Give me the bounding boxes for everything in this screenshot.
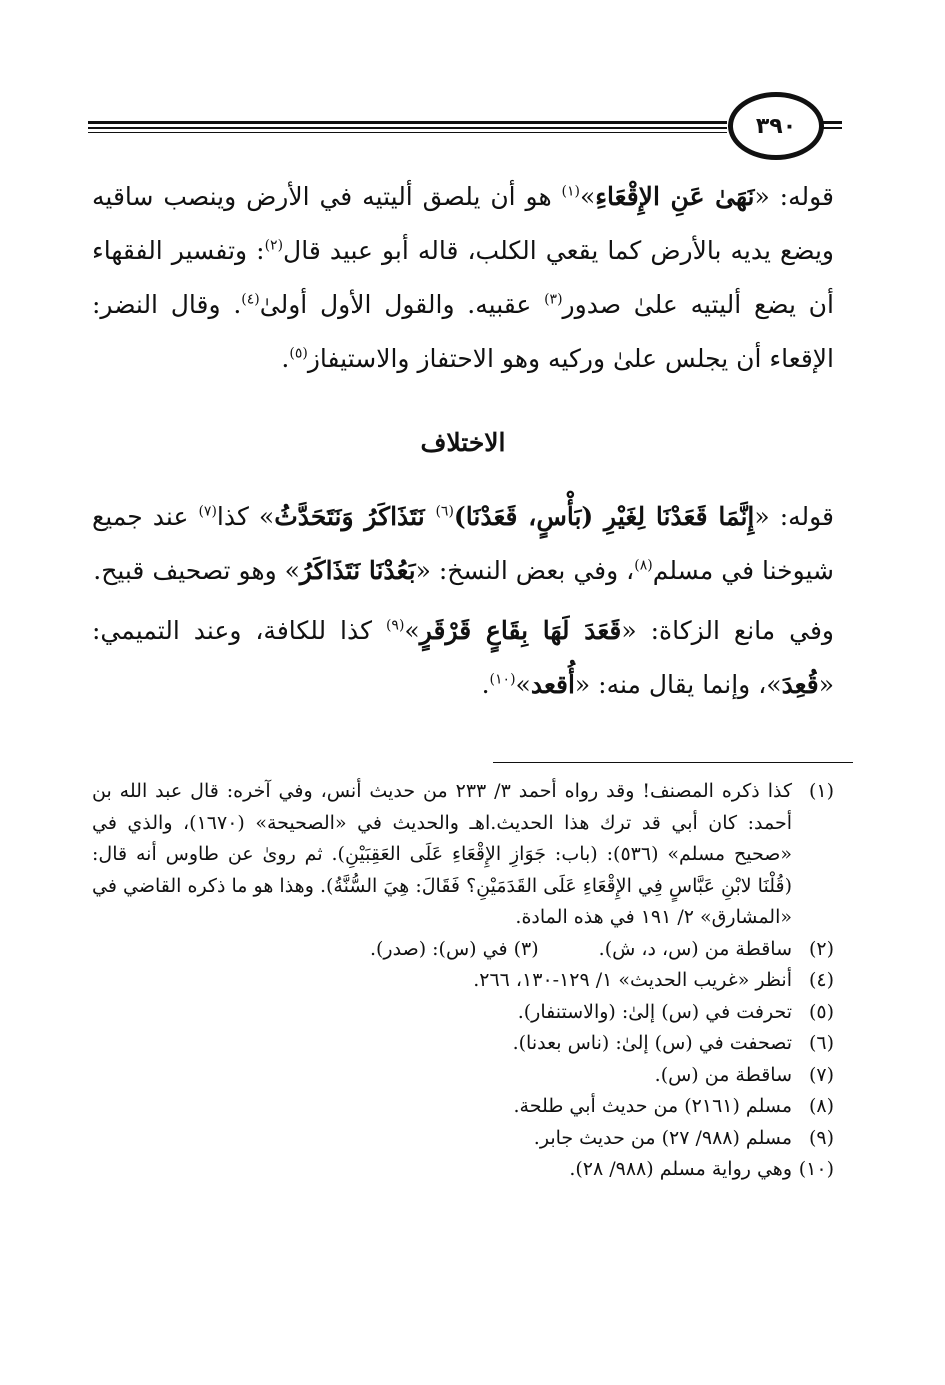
text: قوله: « [754,502,835,531]
footnote-number: (٨) [808,1095,834,1117]
footnote-ref[interactable]: (٨) [634,557,653,574]
hadith-quote: إِنَّمَا قَعَدْنَا لِغَيْرِ (بَأْسٍ، قَعَدْنَا) [453,502,755,531]
page-number: ٣٩٠ [755,113,797,139]
paragraph-iqaa [92,170,834,386]
text: : وتفسير الفقهاء أن يضع أليتيه علىٰ صدور [92,236,834,319]
text: . [281,344,290,373]
hadith-quote: نَتَذَاكَرُ وَنَتَحَدَّثُ [274,502,436,531]
footnote-number: (٩) [808,1126,834,1149]
text: » كذا [216,502,275,531]
footnote-text: مسلم (٩٨٨/ ٢٧) من حديث جابر. [533,1126,792,1149]
footnote-item [92,965,834,997]
text: » [404,616,420,645]
footnote-item [92,934,834,966]
footnote-number: (١) [808,780,834,802]
footnote-text: تحرفت في (س) إلىٰ: (والاستنفار). [517,1000,792,1023]
footnote-ref[interactable]: (١) [561,183,580,200]
footnote-text: أنظر «غريب الحديث» ١/ ١٢٩-١٣٠، ٢٦٦. [473,969,792,991]
footnote-ref[interactable]: (٣) [544,291,563,308]
footnote-text: مسلم (٢١٦١) من حديث أبي طلحة. [513,1095,792,1117]
footnote-text: كذا ذكره المصنف! وقد رواه أحمد ٣/ ٢٣٣ من حديث أنس، وفي آخره: قال عبد الله بن أحمد: كان أبي قد ترك هذا الحديث.اهـ والحديث في «الصحيحة» (١٦٧٠)، والذي في «صحيح مسلم» (٥٣٦): (باب: جَوَازِ الإِقْعَاءِ عَلَى العَقِبَيْنِ). ثم روىٰ عن طاوس أنه قال: (قُلْنَا لابْنِ عَبَّاسٍ فِي الإِقْعَاءِ عَلَى القَدَمَيْنِ؟ فَقَالَ: هِيَ السُّنَّةُ). وهذا هو ما ذكره القاضي في «المشارق» ٢/ ١٩١ في هذه المادة. [92,780,792,928]
footnote-text: تصحفت في (س) إلىٰ: (ناس بعدنا). [512,1032,792,1054]
text: عقبيه. والقول الأول أولىٰ [259,290,545,319]
footnote-item [92,1123,834,1155]
footnote-number: (٧) [808,1063,834,1086]
text: » وهو تصحيف قبيح. [93,556,300,585]
footnote-ref[interactable]: (٧) [198,503,217,520]
footnote-number: (١٠) [798,1158,834,1180]
footnote-separator [493,762,853,763]
hadith-quote: قَعَدَ لَهَا بِقَاعٍ قَرْقَرٍ [419,616,622,645]
footnote-text: وهي رواية مسلم (٩٨٨/ ٢٨). [569,1158,792,1180]
footnote-item [92,1060,834,1092]
text: »، وإنما يقال منه: « [574,670,782,699]
header-rule-end [822,121,842,124]
header-rule-end [822,127,842,129]
text: هو أن يلصق أليتيه في الأرض وينصب ساقيه ويضع يديه بالأرض كما يقعي الكلب، قاله أبو عبيد قال [92,182,834,265]
section-heading: الاختلاف [420,428,506,457]
paragraph-qaadna [92,490,834,598]
header-rule [88,132,727,133]
text: وفي مانع الزكاة: « [621,616,834,645]
footnotes [92,776,834,1186]
footnote-text-part: في (س): (صدر). [369,937,508,960]
page-header [88,92,842,172]
hadith-quote: قُعِدَ [781,670,819,699]
footnote-text [370,934,792,966]
footnote-ref[interactable]: (٦) [435,503,454,520]
text: قوله: « [754,182,834,211]
page-number-oval [728,92,824,160]
footnote-ref[interactable]: (٢) [264,237,284,254]
footnote-item [92,997,834,1029]
text: . وقال النضر: الإقعاء أن يجلس علىٰ وركيه وهو الاحتفاز والاستيفاز [92,290,834,373]
footnote-text-part: ساقطة من (س، د، ش). [598,937,792,960]
footnote-item [92,776,834,934]
footnote-number: (٢) [808,937,834,960]
text: » [580,182,596,211]
paragraph-zakat [92,604,834,712]
footnote-item [92,1154,834,1186]
footnote-text: ساقطة من (س). [654,1063,792,1086]
header-rule [88,121,727,124]
footnote-ref[interactable]: (١٠) [489,671,516,688]
footnote-ref[interactable]: (٥) [289,345,308,362]
main-text [92,170,834,712]
text: عند جميع شيوخنا في مسلم [92,502,834,585]
footnote-ref[interactable]: (٤) [241,291,260,308]
hadith-quote: أُقعد [530,670,575,699]
hadith-quote: بَعُدْنَا نَتَذَاكَرُ [299,556,416,585]
text: . [481,670,490,699]
text: ، وفي بعض النسخ: « [415,556,635,585]
footnote-item [92,1091,834,1123]
footnote-number: (٤) [808,969,834,991]
footnote-ref[interactable]: (٩) [385,617,405,634]
footnote-number: (٥) [808,1000,834,1023]
footnote-number: (٣) [513,937,539,960]
text: » [515,670,531,699]
header-rule [88,127,727,129]
footnote-number: (٦) [808,1032,834,1054]
hadith-quote: نَهَىٰ عَنِ الإِقْعَاءِ [595,182,755,211]
footnote-item [92,1028,834,1060]
text: كذا للكافة، وعند التميمي: « [92,616,834,699]
